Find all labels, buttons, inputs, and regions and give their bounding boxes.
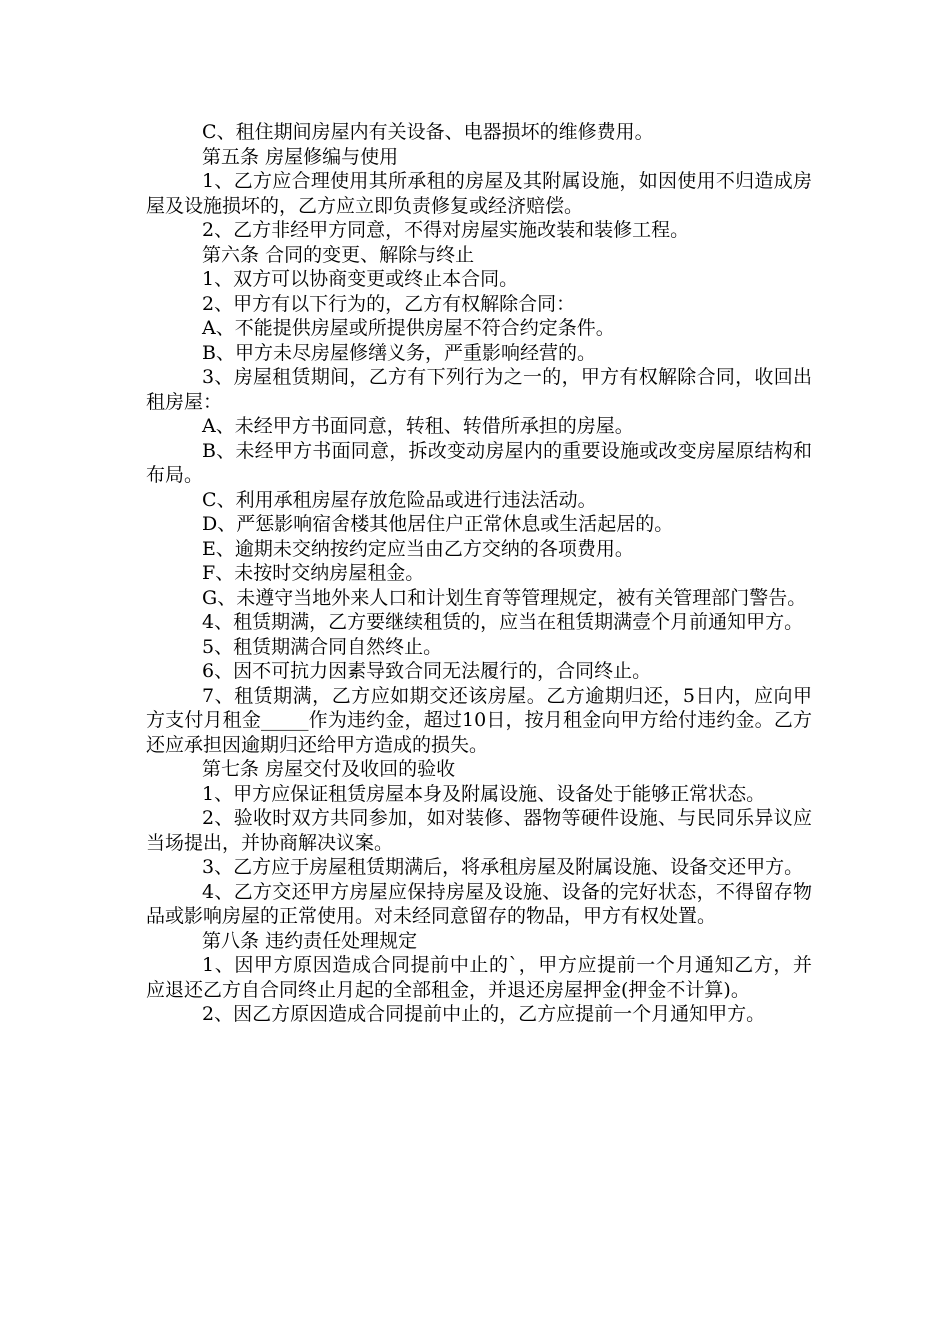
paragraph: 4、租赁期满，乙方要继续租赁的，应当在租赁期满壹个月前通知甲方。 <box>202 611 804 633</box>
paragraph: B、甲方未尽房屋修缮义务，严重影响经营的。 <box>202 341 597 364</box>
paragraph: 6、因不可抗力因素导致合同无法履行的，合同终止。 <box>202 660 652 682</box>
paragraph: F、未按时交纳房屋租金。 <box>202 562 425 584</box>
section-heading: 第八条 违约责任处理规定 <box>202 929 418 952</box>
paragraph: D、严惩影响宿舍楼其他居住户正常休息或生活起居的。 <box>202 513 674 535</box>
paragraph: 2、甲方有以下行为的，乙方有权解除合同： <box>202 292 576 315</box>
paragraph: 1、甲方应保证租赁房屋本身及附属设施、设备处于能够正常状态。 <box>202 782 766 805</box>
paragraph: 2、乙方非经甲方同意，不得对房屋实施改装和装修工程。 <box>202 219 690 241</box>
paragraph: 3、房屋租赁期间，乙方有下列行为之一的，甲方有权解除合同，收回出租房屋： <box>146 366 812 413</box>
paragraph: C、利用承租房屋存放危险品或进行违法活动。 <box>202 488 597 511</box>
paragraph: B、未经甲方书面同意，拆改变动房屋内的重要设施或改变房屋原结构和布局。 <box>146 439 812 486</box>
paragraph: 1、双方可以协商变更或终止本合同。 <box>202 268 519 290</box>
paragraph: 4、乙方交还甲方房屋应保持房屋及设施、设备的完好状态，不得留存物品或影响房屋的正常使用。对未经同意留存的物品，甲方有权处置。 <box>146 880 812 927</box>
paragraph: 2、因乙方原因造成合同提前中止的，乙方应提前一个月通知甲方。 <box>202 1003 766 1025</box>
paragraph: A、未经甲方书面同意，转租、转借所承担的房屋。 <box>202 415 634 437</box>
paragraph: A、不能提供房屋或所提供房屋不符合约定条件。 <box>202 317 615 339</box>
section-heading: 第六条 合同的变更、解除与终止 <box>202 243 475 266</box>
paragraph: 5、租赁期满合同自然终止。 <box>202 635 443 658</box>
paragraph: 2、验收时双方共同参加，如对装修、器物等硬件设施、与民同乐异议应当场提出，并协商解决议案。 <box>146 807 812 854</box>
section-heading: 第五条 房屋修编与使用 <box>202 145 399 168</box>
paragraph: C、租住期间房屋内有关设备、电器损坏的维修费用。 <box>202 121 654 143</box>
paragraph: G、未遵守当地外来人口和计划生育等管理规定，被有关管理部门警告。 <box>202 586 807 609</box>
paragraph: 1、因甲方原因造成合同提前中止的`，甲方应提前一个月通知乙方，并应退还乙方自合同终止月起的全部租金，并退还房屋押金(押金不计算)。 <box>146 954 812 1001</box>
paragraph: 7、租赁期满，乙方应如期交还该房屋。乙方逾期归还，5日内，应向甲方支付月租金_____作为违约金，超过10日，按月租金向甲方给付违约金。乙方还应承担因逾期归还给甲方造成的损失。 <box>146 684 812 756</box>
document-page <box>146 120 812 1027</box>
paragraph: 3、乙方应于房屋租赁期满后，将承租房屋及附属设施、设备交还甲方。 <box>202 856 804 878</box>
paragraph: 1、乙方应合理使用其所承租的房屋及其附属设施，如因使用不归造成房屋及设施损坏的，乙方应立即负责修复或经济赔偿。 <box>146 170 812 217</box>
paragraph: E、逾期未交纳按约定应当由乙方交纳的各项费用。 <box>202 537 634 560</box>
section-heading: 第七条 房屋交付及收回的验收 <box>202 758 456 780</box>
